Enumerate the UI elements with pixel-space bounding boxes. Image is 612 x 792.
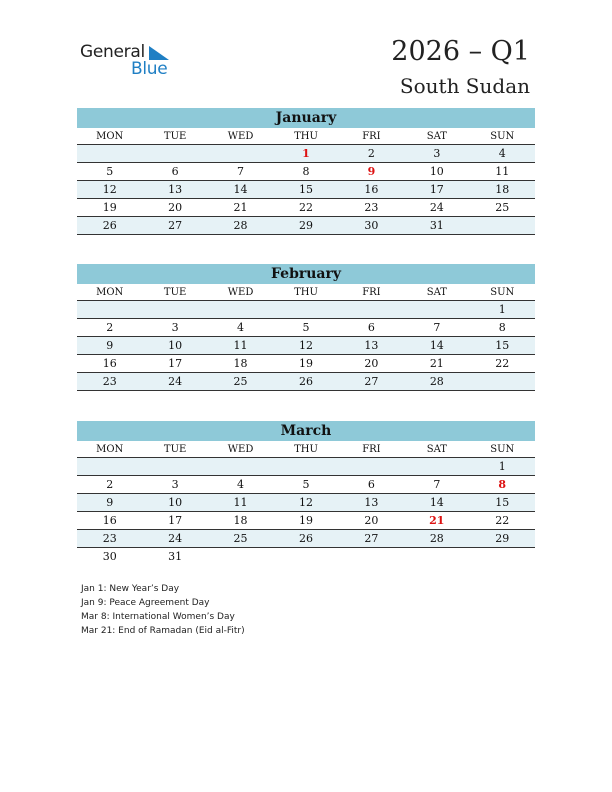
- date-cell: 17: [168, 514, 183, 527]
- date-cell: 24: [168, 532, 183, 545]
- date-cell: 13: [364, 496, 379, 509]
- weekday-label: MON: [96, 443, 124, 455]
- date-cell: 27: [364, 532, 379, 545]
- date-cell: 8: [302, 165, 310, 178]
- date-cell: 7: [433, 321, 441, 334]
- date-cell: 18: [495, 183, 510, 196]
- weekday-label: MON: [96, 286, 124, 298]
- date-cell: 20: [364, 514, 379, 527]
- date-cell: 31: [168, 550, 183, 563]
- date-cell: 12: [102, 183, 117, 196]
- date-cell: 28: [429, 532, 444, 545]
- weekday-label: FRI: [362, 443, 381, 455]
- logo-general-text: General: [80, 42, 145, 62]
- page-title: 2026 – Q1: [391, 36, 530, 67]
- week-row: [77, 199, 535, 217]
- holiday-note: Mar 8: International Women’s Day: [81, 612, 235, 622]
- date-cell: 23: [102, 532, 117, 545]
- date-cell: 16: [364, 183, 379, 196]
- date-cell: 12: [298, 339, 313, 352]
- date-cell: 18: [233, 514, 248, 527]
- weekday-label: THU: [294, 443, 318, 455]
- weekday-label: WED: [227, 286, 254, 298]
- date-cell: 5: [302, 321, 310, 334]
- week-row: [77, 494, 535, 512]
- date-cell: 16: [102, 357, 117, 370]
- date-cell: 20: [168, 201, 183, 214]
- weekday-label: THU: [294, 130, 318, 142]
- week-row: [77, 512, 535, 530]
- date-cell: 3: [171, 321, 179, 334]
- date-cell: 11: [233, 339, 248, 352]
- week-row: [77, 373, 535, 391]
- month-calendar-february: [77, 264, 535, 391]
- date-cell: 23: [102, 375, 117, 388]
- week-row: [77, 217, 535, 235]
- month-name: February: [77, 264, 535, 284]
- date-cell: 10: [168, 339, 183, 352]
- date-cell: 4: [237, 478, 245, 491]
- weekday-label: SUN: [490, 443, 515, 455]
- date-cell: 21: [233, 201, 248, 214]
- holiday-date-cell: 1: [302, 147, 310, 160]
- date-cell: 19: [298, 514, 313, 527]
- date-cell: 12: [298, 496, 313, 509]
- generalblue-logo: [80, 42, 180, 78]
- date-cell: 13: [168, 183, 183, 196]
- date-cell: 8: [498, 321, 506, 334]
- date-cell: 15: [298, 183, 313, 196]
- weekday-label: SUN: [490, 130, 515, 142]
- holiday-note: Jan 9: Peace Agreement Day: [81, 598, 210, 608]
- date-cell: 25: [495, 201, 510, 214]
- week-row: [77, 145, 535, 163]
- date-cell: 9: [106, 339, 114, 352]
- date-cell: 25: [233, 375, 248, 388]
- weekday-label: FRI: [362, 130, 381, 142]
- date-cell: 24: [168, 375, 183, 388]
- date-cell: 17: [168, 357, 183, 370]
- date-cell: 4: [237, 321, 245, 334]
- date-cell: 19: [298, 357, 313, 370]
- date-cell: 25: [233, 532, 248, 545]
- date-cell: 11: [495, 165, 510, 178]
- date-cell: 22: [495, 357, 510, 370]
- date-cell: 18: [233, 357, 248, 370]
- weekday-label: TUE: [163, 130, 187, 142]
- weekday-header-row: [77, 441, 535, 458]
- date-cell: 23: [364, 201, 379, 214]
- date-cell: 26: [298, 375, 313, 388]
- holiday-date-cell: 8: [498, 478, 507, 491]
- weekday-label: MON: [96, 130, 124, 142]
- date-cell: 24: [429, 201, 444, 214]
- date-cell: 1: [498, 460, 506, 473]
- date-cell: 29: [495, 532, 510, 545]
- week-row: [77, 337, 535, 355]
- date-cell: 4: [498, 147, 506, 160]
- date-cell: 21: [429, 357, 444, 370]
- country-subtitle: South Sudan: [399, 74, 530, 98]
- date-cell: 9: [106, 496, 114, 509]
- date-cell: 14: [429, 496, 444, 509]
- date-cell: 15: [495, 496, 510, 509]
- week-row: [77, 301, 535, 319]
- date-cell: 14: [233, 183, 248, 196]
- date-cell: 2: [106, 478, 114, 491]
- date-cell: 22: [298, 201, 313, 214]
- logo-blue-text: Blue: [131, 59, 168, 79]
- date-cell: 2: [367, 147, 375, 160]
- holiday-note: Mar 21: End of Ramadan (Eid al-Fitr): [81, 626, 245, 636]
- date-cell: 26: [298, 532, 313, 545]
- date-cell: 30: [364, 219, 379, 232]
- week-row: [77, 530, 535, 548]
- logo-flag-icon: [149, 46, 169, 60]
- holiday-note: Jan 1: New Year’s Day: [81, 584, 180, 594]
- date-cell: 7: [433, 478, 441, 491]
- date-cell: 6: [367, 321, 375, 334]
- weekday-header-row: [77, 128, 535, 145]
- date-cell: 22: [495, 514, 510, 527]
- date-cell: 31: [429, 219, 444, 232]
- date-cell: 27: [364, 375, 379, 388]
- week-row: [77, 319, 535, 337]
- date-cell: 30: [102, 550, 117, 563]
- week-row: [77, 476, 535, 494]
- date-cell: 5: [106, 165, 114, 178]
- date-cell: 20: [364, 357, 379, 370]
- holiday-date-cell: 21: [429, 514, 445, 527]
- week-row: [77, 548, 535, 565]
- date-cell: 3: [171, 478, 179, 491]
- date-cell: 13: [364, 339, 379, 352]
- holiday-notes: [81, 582, 245, 638]
- weekday-label: WED: [227, 130, 254, 142]
- month-calendar-january: [77, 108, 535, 235]
- month-calendar-march: [77, 421, 535, 565]
- date-cell: 29: [298, 219, 313, 232]
- date-cell: 14: [429, 339, 444, 352]
- date-cell: 5: [302, 478, 310, 491]
- date-cell: 28: [233, 219, 248, 232]
- month-name: January: [77, 108, 535, 128]
- date-cell: 19: [102, 201, 117, 214]
- weekday-label: WED: [227, 443, 254, 455]
- date-cell: 16: [102, 514, 117, 527]
- weekday-label: FRI: [362, 286, 381, 298]
- date-cell: 17: [429, 183, 444, 196]
- date-cell: 27: [168, 219, 183, 232]
- date-cell: 10: [168, 496, 183, 509]
- date-cell: 6: [367, 478, 375, 491]
- week-row: [77, 355, 535, 373]
- holiday-date-cell: 9: [367, 165, 376, 178]
- weekday-label: SAT: [426, 130, 447, 142]
- date-cell: 10: [429, 165, 444, 178]
- date-cell: 7: [237, 165, 245, 178]
- date-cell: 15: [495, 339, 510, 352]
- week-row: [77, 181, 535, 199]
- month-name: March: [77, 421, 535, 441]
- weekday-label: SAT: [426, 443, 447, 455]
- date-cell: 1: [498, 303, 506, 316]
- weekday-label: TUE: [163, 443, 187, 455]
- weekday-label: THU: [294, 286, 318, 298]
- weekday-label: SUN: [490, 286, 515, 298]
- week-row: [77, 458, 535, 476]
- date-cell: 6: [171, 165, 179, 178]
- date-cell: 3: [433, 147, 441, 160]
- week-row: [77, 163, 535, 181]
- weekday-label: TUE: [163, 286, 187, 298]
- date-cell: 11: [233, 496, 248, 509]
- date-cell: 26: [102, 219, 117, 232]
- date-cell: 28: [429, 375, 444, 388]
- weekday-label: SAT: [426, 286, 447, 298]
- date-cell: 2: [106, 321, 114, 334]
- weekday-header-row: [77, 284, 535, 301]
